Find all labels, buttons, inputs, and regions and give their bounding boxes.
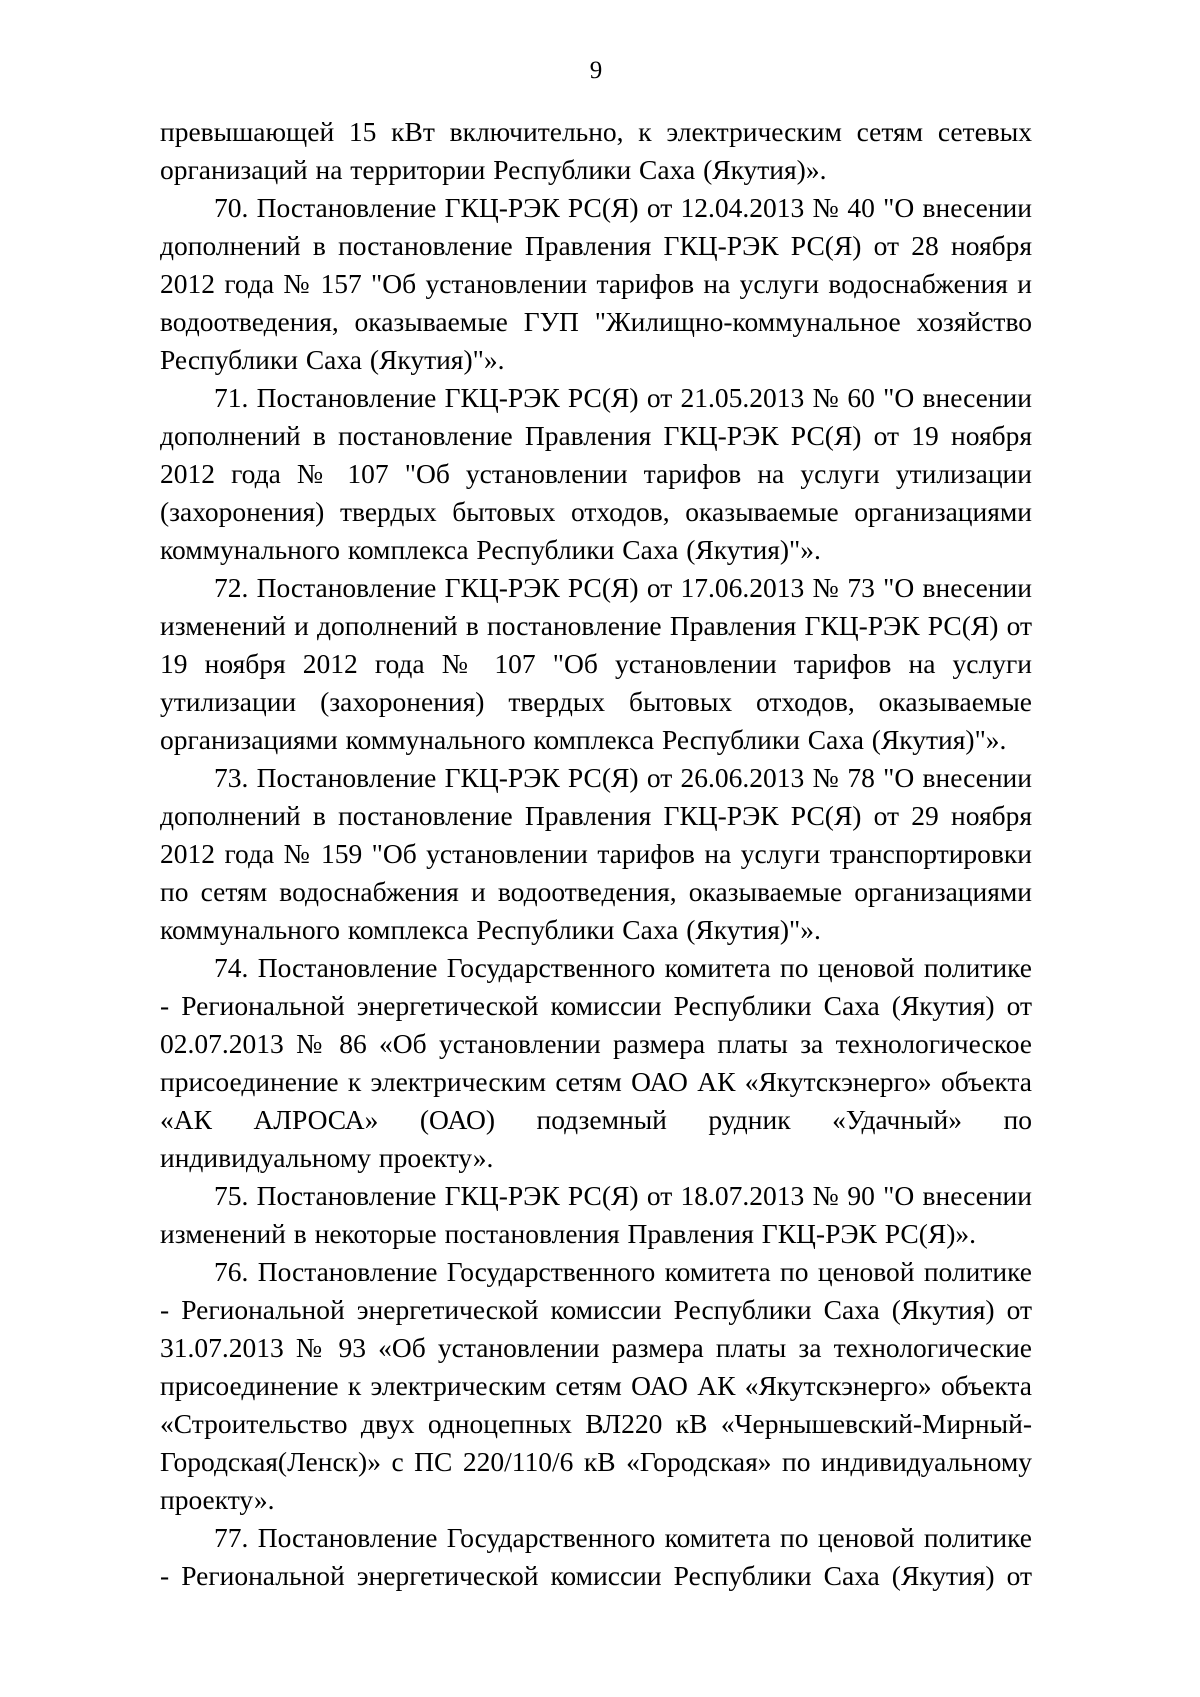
paragraph-item-74: 74. Постановление Государственного комитета по ценовой политике - Региональной энергетической комиссии Республики Саха (Якутия) от 02.07.2013 № 86 «Об установлении размера платы за технологическое присоединение к электрическим сетям ОАО АК «Якутскэнерго» объекта «АК АЛРОСА» (ОАО) подземный рудник «Удачный» по индивидуальному проекту». (160, 952, 1032, 1173)
paragraph-item-72: 72. Постановление ГКЦ-РЭК РС(Я) от 17.06.2013 № 73 "О внесении изменений и дополнений в постановление Правления ГКЦ-РЭК РС(Я) от 19 ноября 2012 года № 107 "Об установлении тарифов на услуги утилизации (захоронения) твердых бытовых отходов, оказываемые организациями коммунального комплекса Республики Саха (Якутия)"». (160, 572, 1032, 755)
paragraph-item-73: 73. Постановление ГКЦ-РЭК РС(Я) от 26.06.2013 № 78 "О внесении дополнений в постановление Правления ГКЦ-РЭК РС(Я) от 29 ноября 2012 года № 159 "Об установлении тарифов на услуги транспортировки по сетям водоснабжения и водоотведения, оказываемые организациями коммунального комплекса Республики Саха (Якутия)"». (160, 762, 1032, 945)
paragraph-item-71: 71. Постановление ГКЦ-РЭК РС(Я) от 21.05.2013 № 60 "О внесении дополнений в постановление Правления ГКЦ-РЭК РС(Я) от 19 ноября 2012 года № 107 "Об установлении тарифов на услуги утилизации (захоронения) твердых бытовых отходов, оказываемые организациями коммунального комплекса Республики Саха (Якутия)"». (160, 382, 1032, 565)
paragraph-item-76: 76. Постановление Государственного комитета по ценовой политике - Региональной энергетической комиссии Республики Саха (Якутия) от 31.07.2013 № 93 «Об установлении размера платы за технологические присоединение к электрическим сетям ОАО АК «Якутскэнерго» объекта «Строительство двух одноцепных ВЛ220 кВ «Чернышевский-Мирный-Городская(Ленск)» с ПС 220/110/6 кВ «Городская» по индивидуальному проекту». (160, 1256, 1032, 1515)
paragraph-continuation: превышающей 15 кВт включительно, к электрическим сетям сетевых организаций на территории Республики Саха (Якутия)». (160, 116, 1032, 185)
document-body (160, 113, 1032, 1595)
paragraph-item-70: 70. Постановление ГКЦ-РЭК РС(Я) от 12.04.2013 № 40 "О внесении дополнений в постановление Правления ГКЦ-РЭК РС(Я) от 28 ноября 2012 года № 157 "Об установлении тарифов на услуги водоснабжения и водоотведения, оказываемые ГУП "Жилищно-коммунальное хозяйство Республики Саха (Якутия)"». (160, 192, 1032, 375)
paragraph-item-75: 75. Постановление ГКЦ-РЭК РС(Я) от 18.07.2013 № 90 "О внесении изменений в некоторые постановления Правления ГКЦ-РЭК РС(Я)». (160, 1180, 1032, 1249)
page-number: 9 (589, 57, 603, 84)
paragraph-item-77: 77. Постановление Государственного комитета по ценовой политике - Региональной энергетической комиссии Республики Саха (Якутия) от (160, 1522, 1032, 1591)
